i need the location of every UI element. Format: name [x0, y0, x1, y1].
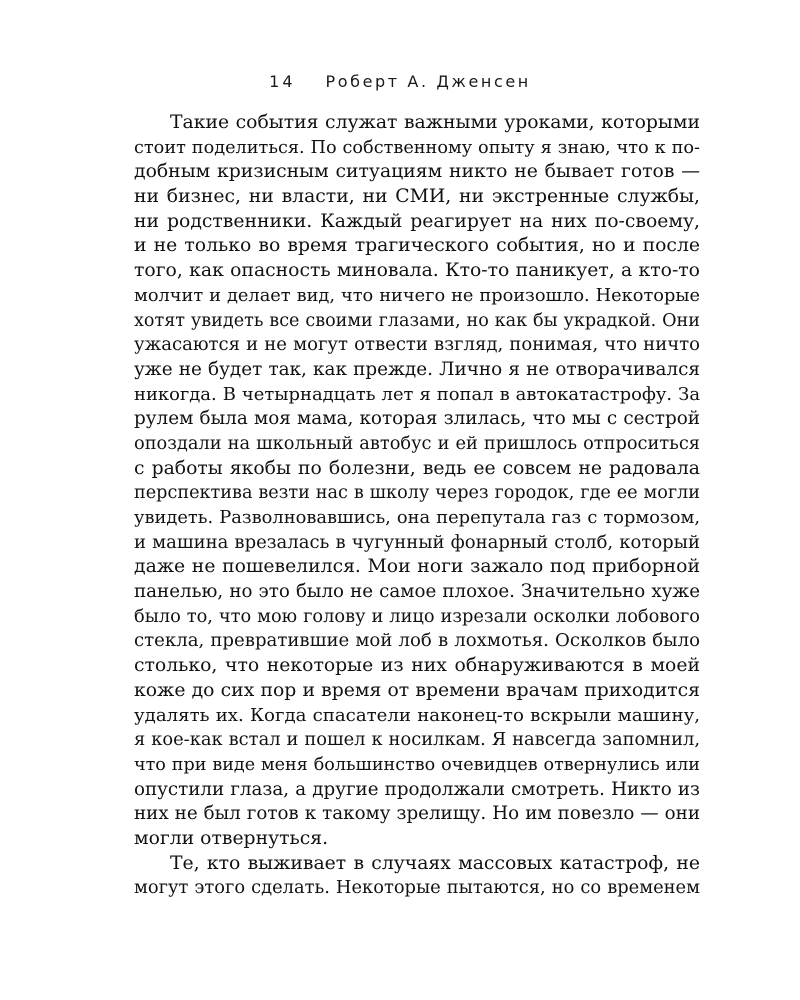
text-line: ни родственники. Каждый реагирует на них по-своему,	[134, 210, 700, 232]
text-line: даже не пошевелился. Мои ноги зажало под приборной	[134, 556, 700, 578]
running-head	[0, 72, 800, 91]
page-number: 14	[269, 72, 296, 91]
text-line: Те, кто выживает в случаях массовых катастроф, не	[170, 852, 700, 874]
text-line: перспектива везти нас в школу через городок, где ее могли	[134, 483, 700, 504]
text-line: того, как опасность миновала. Кто-то паникует, а кто-то	[134, 260, 700, 282]
text-line: было то, что мою голову и лицо изрезали осколки лобового	[134, 605, 700, 627]
text-line: опустили глаза, а другие продолжали смотреть. Никто из	[134, 778, 700, 800]
text-line: ужасаются и не могут отвести взгляд, понимая, что ничто	[134, 334, 700, 356]
text-line: молчит и делает вид, что ничего не произошло. Некоторые	[134, 285, 700, 306]
paragraph-1	[134, 111, 700, 852]
body-text	[134, 111, 700, 901]
text-line: с работы якобы по болезни, ведь ее совсем не радовала	[134, 457, 700, 479]
text-line: могли отвернуться.	[134, 827, 329, 849]
running-head-author: Роберт А. Дженсен	[325, 72, 531, 91]
text-line: опоздали на школьный автобус и ей пришлось отпроситься	[134, 432, 700, 454]
text-line: удалять их. Когда спасатели наконец-то вскрыли машину,	[134, 704, 700, 726]
text-line: и не только во время трагического события, но и после	[134, 235, 700, 257]
text-line: Такие события служат важными уроками, которыми	[170, 112, 700, 133]
text-line: ни бизнес, ни власти, ни СМИ, ни экстренные службы,	[134, 186, 700, 208]
text-line: хотят увидеть все своими глазами, но как бы украдкой. Они	[134, 310, 700, 331]
text-line: никогда. В четырнадцать лет я попал в автокатастрофу. За	[134, 383, 700, 405]
text-line: панелью, но это было не самое плохое. Значительно хуже	[134, 581, 700, 603]
text-line: коже до сих пор и время от времени врачам приходится	[134, 679, 700, 701]
paragraph-2	[134, 852, 700, 901]
text-line: уже не будет так, как прежде. Лично я не отворачивался	[134, 358, 700, 380]
text-line: могут этого сделать. Некоторые пытаются, но со временем	[134, 877, 700, 899]
text-line: увидеть. Разволновавшись, она перепутала газ с тормозом,	[134, 507, 700, 528]
text-line: стекла, превратившие мой лоб в лохмотья. Осколков было	[134, 630, 700, 652]
text-line: что при виде меня большинство очевидцев отвернулись или	[134, 754, 700, 775]
text-line: них не был готов к такому зрелищу. Но им повезло — они	[134, 803, 700, 825]
text-line: я кое-как встал и пошел к носилкам. Я навсегда запомнил,	[134, 729, 700, 751]
text-line: стоит поделиться. По собственному опыту я знаю, что к по-	[134, 137, 700, 158]
text-line: добным кризисным ситуациям никто не бывает готов —	[134, 161, 700, 183]
text-line: и машина врезалась в чугунный фонарный столб, который	[134, 531, 700, 553]
text-line: рулем была моя мама, которая злилась, что мы с сестрой	[134, 408, 700, 430]
text-line: столько, что некоторые из них обнаруживаются в моей	[134, 655, 700, 677]
